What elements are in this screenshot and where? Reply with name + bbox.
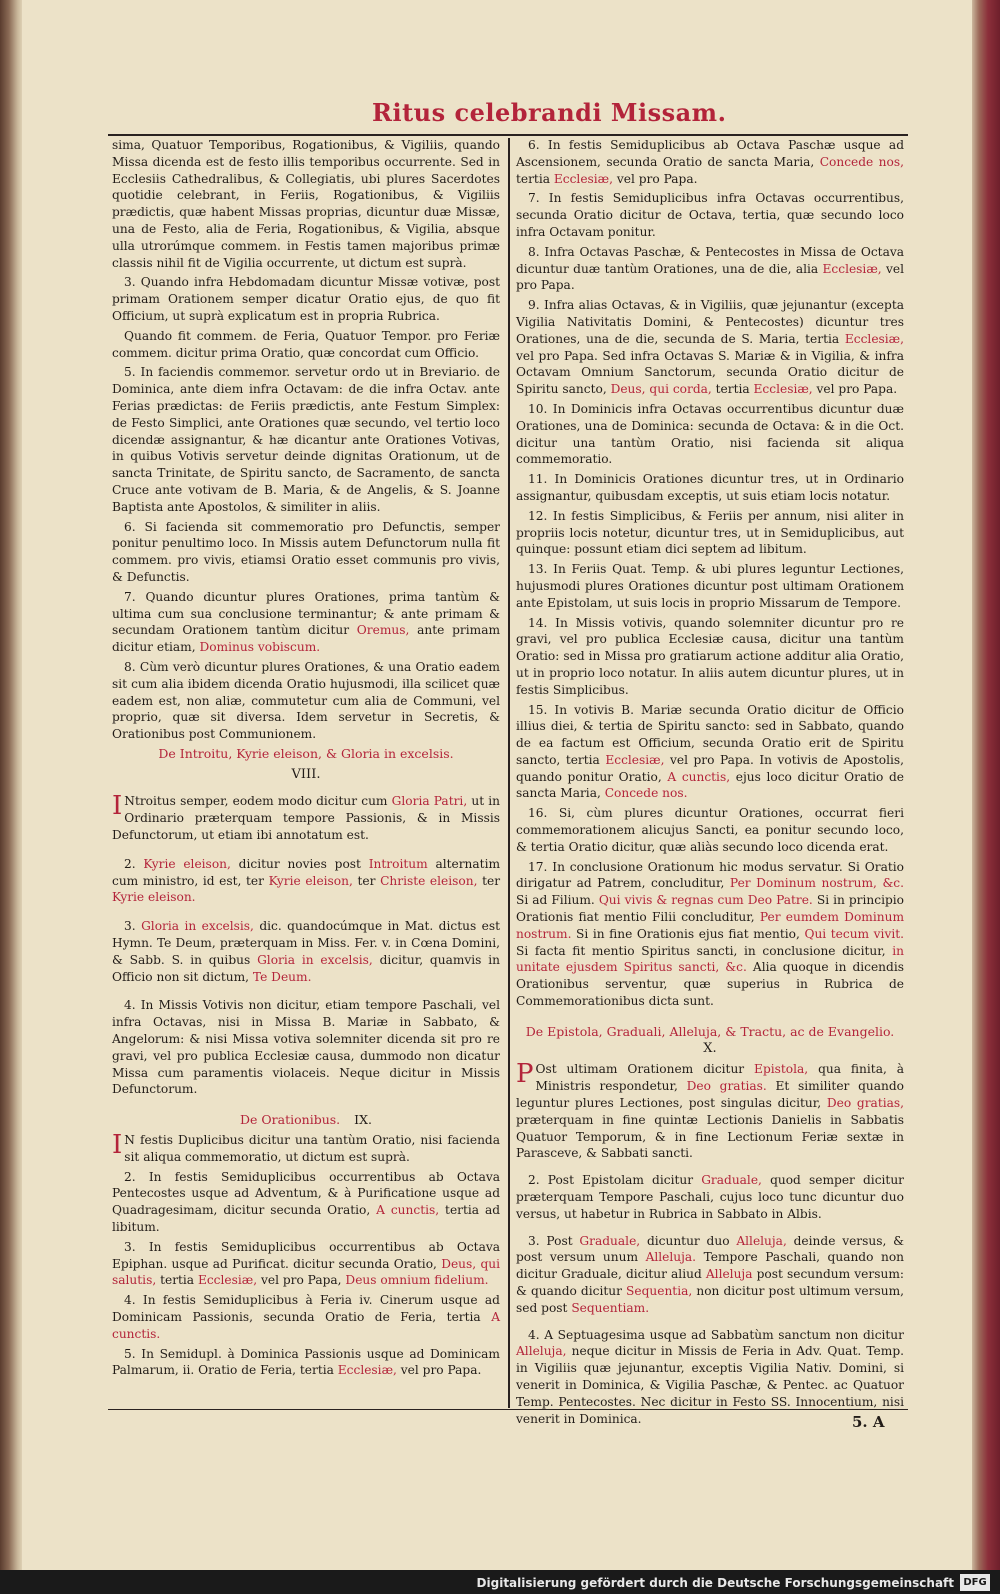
text: præterquam in fine quintæ Lectionis Danielis in Sabbatis Quatuor Temporum, & in fine Lectionum Feriæ sextæ in Parasceve, & Sabbati sancti. [516, 1112, 904, 1161]
text: 17. In conclusione Orationum hic modus servatur. Si Oratio dirigatur ad Patrem, concluditur, [516, 859, 904, 891]
text: vel pro Papa. Sed infra Octavas S. Mariæ & in Vigilia, & infra Octavam Omnium Sanctorum, secunda Oratio dicitur de Spiritu sancto, [516, 348, 904, 397]
rubric: Alleluja. [645, 1250, 697, 1265]
book-edge [0, 0, 22, 1594]
rubric: Alleluja [705, 1267, 753, 1282]
text: 2. [124, 856, 136, 871]
paragraph [112, 856, 500, 906]
text: Alia quoque in dicendis Orationibus serventur, quæ superius in Rubrica de Commemorationibus dicta sunt. [516, 960, 904, 1009]
paragraph: 16. Si, cùm plures dicuntur Orationes, occurrat fieri commemorationem alicujus Sancti, ea ponitur secundo loco, & tertia Oratio dicitur, quæ aliàs secundo loco dicenda erat. [516, 806, 904, 854]
initial-letter: I [112, 1130, 123, 1161]
rubric: Qui vivis & regnas cum Deo Patre. [598, 893, 813, 908]
text: 5. In Semidupl. à Dominica Passionis usque ad Dominicam Palmarum, ii. Oratio de Feria, tertia [112, 1346, 500, 1378]
left-column [112, 137, 500, 1382]
text: alternatim cum ministro, id est, ter [112, 856, 501, 888]
rubric: Deus, qui corda, [610, 382, 712, 397]
paragraph [516, 702, 904, 803]
rubric: Alleluja, [736, 1233, 787, 1248]
rubric: Kyrie eleison, [143, 856, 231, 871]
rubric: Epistola, [754, 1062, 809, 1077]
rubric: in unitate ejusdem Spiritus sancti, &c. [516, 943, 905, 975]
signature-mark: 5. A [852, 1413, 885, 1431]
rubric: Ecclesiæ, [197, 1273, 258, 1288]
paragraph [516, 1233, 904, 1317]
text: 6. In festis Semiduplicibus ab Octava Paschæ usque ad Ascensionem, secunda Oratio de sancta Maria, [516, 138, 904, 169]
text: Si facta fit mentio Spiritus sancti, in conclusione dicitur, [516, 943, 886, 958]
rubric: Sequentia, [626, 1284, 693, 1298]
rubric: Deus omnium fidelium. [345, 1273, 489, 1288]
paragraph [516, 137, 904, 187]
dfg-logo-icon: DFG [960, 1574, 990, 1591]
text: ter [357, 873, 376, 888]
rubric: Ecclesiæ, [553, 171, 614, 186]
rubric: Oremus, [356, 623, 410, 638]
rubric: Ecclesiæ, [753, 382, 813, 397]
text: ut in Ordinario præterquam tempore Passionis, & in Missis Defunctorum, ut etiam ibi annotatum est. [112, 794, 501, 843]
text: dic. quandocúmque in Mat. dictus est Hymn. Te Deum, præterquam in Miss. Fer. v. in Cœna Domini, & Sabb. S. in quibus [112, 919, 500, 967]
book-cover-strip [970, 0, 1000, 1594]
paragraph [112, 1346, 500, 1380]
rubric: Alleluja, [516, 1344, 567, 1359]
text: dicuntur duo [646, 1233, 730, 1248]
rubric: Per Dominum nostrum, &c. [729, 876, 905, 891]
text: Si in principio Orationis fiat mentio Filii concluditur, [516, 893, 905, 925]
text: 2. Post Epistolam dicitur [528, 1173, 694, 1188]
right-column [516, 137, 904, 1430]
text: dicitur, quamvis in Officio non sit dictum, [112, 952, 500, 984]
paragraph [516, 859, 904, 1010]
paragraph [112, 1239, 500, 1289]
paragraph: 5. In faciendis commemor. servetur ordo ut in Breviario. de Dominica, ante diem infra Octavam: de die infra Octav. ante Ferias prædictas: de Feriis prædictis, ante Festum Simplex: de Festo Simplici, ante Orationes quæ secundo, vel tertio loco dicendæ assignantur, & hæ dicantur ante Orationes Votivas, in quibus Votivis servetur deinde dignitas Orationum, ut de sancta Trinitate, de Spiritu sancto, de Sacramento, de sancta Cruce ante votivam de B. Maria, & de Angelis, & S. Joanne Baptista ante Apostolos, & similiter in aliis. [112, 365, 500, 514]
section-heading: De Epistola, Graduali, Alleluja, & Tractu, ac de Evangelio. [525, 1023, 895, 1039]
text: dicitur novies post [238, 856, 361, 871]
text: Si ad Filium. [516, 893, 595, 908]
paragraph: 11. In Dominicis Orationes dicuntur tres, ut in Ordinario assignantur, quibusdam exceptis, ut suis etiam locis notatur. [516, 472, 904, 503]
text: deinde versus, & post versum unum [516, 1233, 904, 1265]
rubric: A cunctis, [376, 1203, 440, 1218]
text: Ntroitus semper, eodem modo dicitur cum [124, 794, 388, 809]
paragraph [516, 1061, 904, 1162]
paragraph: 13. In Feriis Quat. Temp. & ubi plures leguntur Lectiones, hujusmodi plures Orationes dicuntur post ultimam Orationem ante Epistolam, ut suis locis in proprio Missarum de Tempore. [516, 562, 904, 610]
rubric: Qui tecum vivit. [804, 926, 905, 941]
text: 2. In festis Semiduplicibus occurrentibus ab Octava Pentecostes usque ad Adventum, & à Purificatione usque ad Quadragesimam, dicitur secunda Oratio, [112, 1169, 500, 1218]
rubric: Ecclesiæ, [822, 261, 882, 276]
rubric: Ecclesiæ, [337, 1363, 397, 1378]
page-title: Ritus celebrandi Missam. [372, 98, 727, 127]
section-heading [112, 1112, 500, 1129]
rubric: A cunctis. [112, 1310, 500, 1341]
column-divider [508, 138, 510, 1408]
text: 7. Quando dicuntur plures Orationes, prima tantùm & ultima cum sua conclusione terminantur; & ante primam & secundam Orationem tantùm dicitur [112, 589, 500, 638]
text: 8. Infra Octavas Paschæ, & Pentecostes in Missa de Octava dicuntur duæ tantùm Orationes, una de die, alia [516, 244, 904, 276]
text: tertia [160, 1273, 195, 1288]
rubric: Graduale, [579, 1233, 641, 1248]
text: tertia [516, 171, 550, 186]
text: qua finita, à Ministris respondetur, [535, 1062, 905, 1094]
text: ante primam dicitur etiam, [112, 623, 501, 655]
rubric: Graduale, [701, 1173, 762, 1188]
text: vel pro Papa. [616, 171, 698, 186]
rubric: Deo gratias. [686, 1079, 767, 1094]
rubric: Gloria in excelsis, [257, 952, 373, 967]
footer-credit: Digitalisierung gefördert durch die Deutsche Forschungsgemeinschaft [476, 1576, 954, 1590]
text: vel pro Papa. [400, 1363, 482, 1378]
text: 4. In festis Semiduplicibus à Feria iv. Cinerum usque ad Dominicam Passionis, secunda Oratio de Feria, tertia [112, 1293, 500, 1324]
rubric: Gloria Patri, [391, 794, 468, 809]
section-number: VIII. [291, 766, 321, 782]
paragraph: 3. Quando infra Hebdomadam dicuntur Missæ votivæ, post primam Orationem semper dicatur Oratio ejus, de quo fit Officium, ut suprà explicatum est in propria Rubrica. [112, 275, 500, 323]
text: 3. Post [528, 1233, 573, 1248]
rubric: Concede nos, [819, 154, 904, 169]
paragraph: 4. In Missis Votivis non dicitur, etiam tempore Paschali, vel infra Octavas, nisi in Missa B. Mariæ in Sabbato, & Angelorum: & nisi Missa votiva solemniter dicenda sit pro re gravi, vel pro publica Ecclesiæ causa, dummodo non dicatur Missa cum paramentis violaceis. Neque dicitur in Missis Defunctorum. [112, 998, 500, 1097]
rubric: Sequentiam. [571, 1300, 650, 1315]
rubric: Dominus vobiscum. [199, 640, 321, 655]
text: vel pro Papa. [816, 382, 898, 397]
heading-text: De Orationibus. [240, 1112, 341, 1128]
text: vel pro Papa. In votivis de Apostolis, quando ponitur Oratio, [516, 752, 904, 784]
paragraph: 8. Cùm verò dicuntur plures Orationes, & una Oratio eadem sit cum alia ibidem dicenda Oratio hujusmodi, illa scilicet quæ eadem est, non aliæ, commutetur cum alia de Communi, vel proprio, quæ sit diversa. Idem servetur in Secretis, & Orationibus post Communionem. [112, 659, 500, 742]
paragraph [112, 589, 500, 656]
text: vel pro Papa, [260, 1273, 342, 1288]
paragraph [112, 1132, 500, 1166]
text: ter [482, 873, 501, 888]
rubric: Kyrie eleison, [268, 873, 353, 888]
rubric: Te Deum. [252, 969, 312, 984]
paragraph: Quando fit commem. de Feria, Quatuor Tempor. pro Feriæ commem. dicitur prima Oratio, quæ concordat cum Officio. [112, 328, 500, 360]
paragraph [516, 297, 904, 398]
rubric: A cunctis, [667, 769, 731, 784]
text: 3. [124, 919, 136, 934]
section-number: X. [703, 1040, 717, 1056]
paragraph [112, 1292, 500, 1342]
paragraph: 10. In Dominicis infra Octavas occurrentibus dicuntur duæ Orationes, una de Dominica: secunda de Octava: & in die Oct. dicitur una tantùm Oratio, nisi facienda sit aliqua commemoratio. [516, 401, 904, 467]
text: 9. Infra alias Octavas, & in Vigiliis, quæ jejunantur (excepta Vigilia Nativitatis Domini, & Pentecostes) dicuntur tres Orationes, una de die, secunda de S. Maria, tertia [516, 298, 904, 346]
section-number: IX. [354, 1112, 372, 1128]
text: non dicitur post ultimum versum, sed post [516, 1284, 904, 1315]
paragraph [112, 793, 500, 843]
text: Si in fine Orationis ejus fiat mentio, [576, 926, 800, 941]
text: Ost ultimam Orationem dicitur [535, 1062, 745, 1077]
rubric: Gloria in excelsis, [141, 919, 254, 934]
text: post secundum versum: & quando dicitur [516, 1267, 904, 1298]
paragraph: sima, Quatuor Temporibus, Rogationibus, & Vigiliis, quando Missa dicenda est de festo illis temporibus occurrente. Sed in Ecclesiis Cathedralibus, & Collegiatis, ubi plures Sacerdotes quotidie celebrant, in Feriis, Rogationibus, & Vigiliis prædictis, quæ habent Missas proprias, dicuntur duæ Missæ, una de Festo, alia de Feria, Rogationibus, & Vigilia, absque ulla utrorúmque commem. in Festis tamen majoribus primæ classis nihil fit de Vigilia occurrente, ut dictum est suprà. [112, 138, 500, 270]
paragraph: 14. In Missis votivis, quando solemniter dicuntur pro re gravi, vel pro publica Ecclesiæ causa, dicitur una tantùm Oratio: sed in Missa pro gratiarum actione additur alia Oratio, ut in proprio loco notatur. In aliis autem dicuntur plures, ut in festis Simplicibus. [516, 615, 904, 697]
section-heading: De Introitu, Kyrie eleison, & Gloria in excelsis. [158, 745, 454, 761]
text: 4. A Septuagesima usque ad Sabbatùm sanctum non dicitur [528, 1327, 904, 1342]
paragraph: 7. In festis Semiduplicibus infra Octavas occurrentibus, secunda Oratio dicitur de Octava, tertia, quæ secundo loco infra Octavam ponitur. [516, 191, 904, 239]
text: ejus loco dicitur Oratio de sancta Maria, [516, 769, 904, 801]
rubric: Deus, qui salutis, [112, 1256, 500, 1288]
paragraph [516, 1172, 904, 1222]
text: N festis Duplicibus dicitur una tantùm Oratio, nisi facienda sit aliqua commemoratio, ut dictum est suprà. [124, 1133, 500, 1164]
header-rule [108, 134, 908, 136]
rubric: Per eumdem Dominum nostrum. [516, 910, 904, 941]
paragraph: 12. In festis Simplicibus, & Feriis per annum, nisi aliter in propriis locis notetur, dicuntur tres, ut in Semiduplicibus, aut quinque: possunt etiam dici septem ad libitum. [516, 508, 904, 557]
paragraph [112, 918, 500, 985]
text: quod semper dicitur præterquam Tempore Paschali, cujus loco tunc dicuntur duo versus, ut habetur in Rubrica in Sabbato in Albis. [516, 1173, 904, 1221]
paragraph [516, 1327, 904, 1428]
rubric: Ecclesiæ, [844, 331, 905, 346]
rubric: Ecclesiæ, [605, 752, 665, 767]
text: Tempore Paschali, quando non dicitur Graduale, dicitur aliud [516, 1250, 905, 1282]
text: tertia ad libitum. [112, 1203, 501, 1235]
rubric: Concede nos. [604, 786, 688, 801]
rubric: Christe eleison, [380, 873, 478, 888]
text: neque dicitur in Missis de Feria in Adv. Quat. Temp. in Vigiliis quæ jejunantur, exceptis Vigilia Nativ. Domini, si venerit in Dominica, & Vigilia Paschæ, & Pentec. ac Quatuor Temp. Pentecostes. Nec dicitur in Festo SS. Innocentium, nisi venerit in Dominica. [516, 1344, 905, 1426]
rubric: Kyrie eleison. [112, 890, 196, 905]
rubric: Deo gratias, [826, 1096, 905, 1111]
initial-letter: I [112, 791, 123, 822]
text: tertia [715, 382, 750, 397]
paragraph [112, 1169, 500, 1236]
text: 15. In votivis B. Mariæ secunda Oratio dicitur de Officio illius diei, & tertia de Spiritu sancto: sed in Sabbato, quando de ea factum est Officium, secunda Oratio erit de Spiritu sancto, tertia [516, 702, 904, 767]
paragraph [516, 244, 904, 294]
text: vel pro Papa. [516, 261, 905, 293]
rubric: Introitum [368, 856, 428, 871]
initial-letter: P [516, 1059, 534, 1090]
footer-rule [108, 1409, 908, 1410]
text: Et similiter quando leguntur plures Lectiones, post singulas dicitur, [516, 1079, 905, 1111]
text: 3. In festis Semiduplicibus occurrentibus ab Octava Epiphan. usque ad Purificat. dicitur secunda Oratio, [112, 1239, 500, 1271]
paragraph: 6. Si facienda sit commemoratio pro Defunctis, semper ponitur penultimo loco. In Missis autem Defunctorum nulla fit commem. pro vivis, etiamsi Oratio esset communis pro vivis, & Defunctis. [112, 519, 500, 584]
